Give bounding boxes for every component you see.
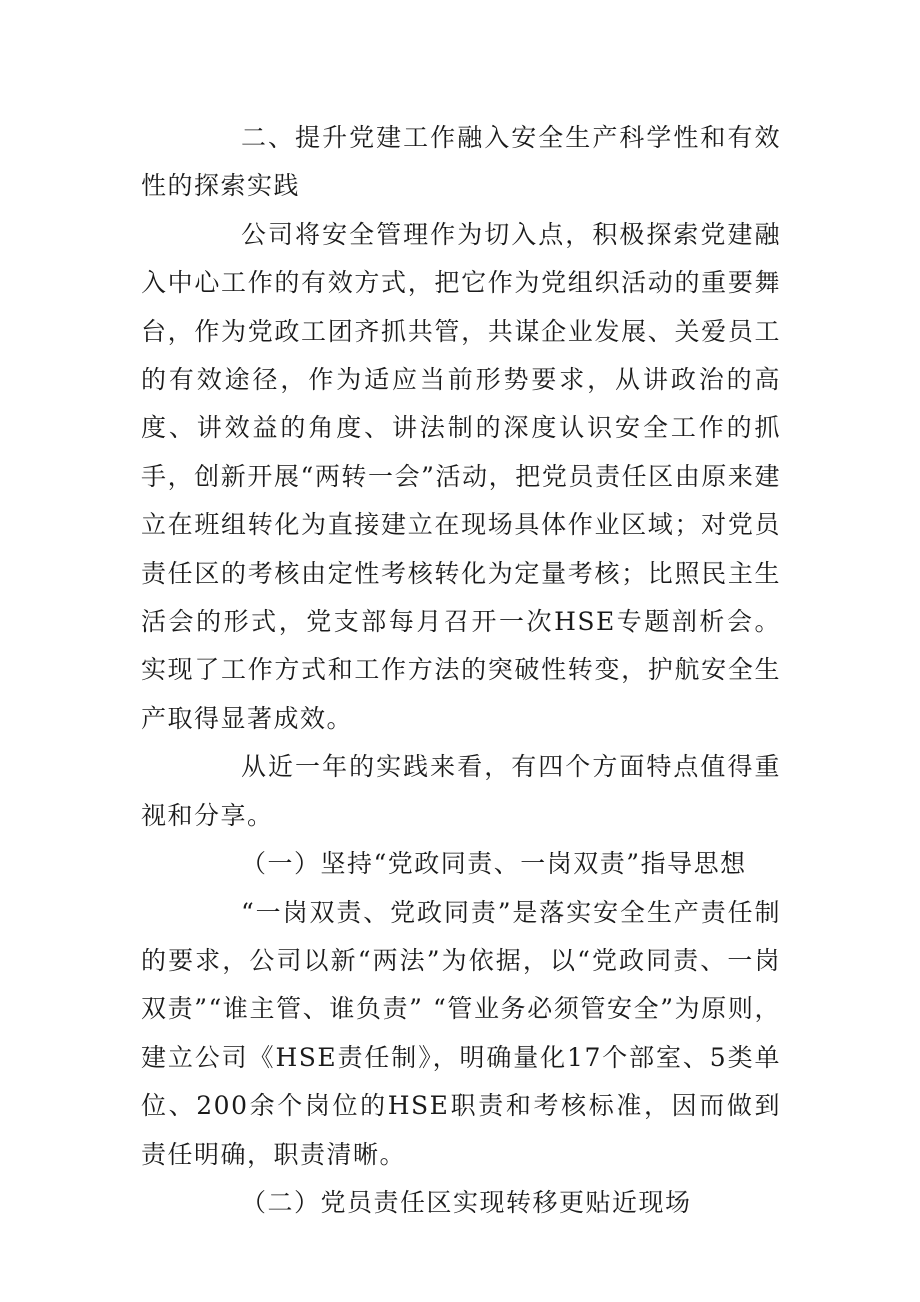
- subsection-heading: （一）坚持“党政同责、一岗双责”指导思想: [241, 849, 747, 879]
- subsection-heading: （二）党员责任区实现转移更贴近现场: [241, 1187, 692, 1217]
- paragraph: 公司将安全管理作为切入点，积极探索党建融入中心工作的有效方式，把它作为党组织活动的重要舞台，作为党政工团齐抓共管，共谋企业发展、关爱员工的有效途径，作为适应当前形势要求，从讲政治的高度、讲效益的角度、讲法制的深度认识安全工作的抓手，创新开展“两转一会”活动，把党员责任区由原来建立在班组转化为直接建立在现场具体作业区域；对党员责任区的考核由定性考核转化为定量考核；比照民主生活会的形式，党支部每月召开一次HSE专题剖析会。实现了工作方式和工作方法的突破性转变，护航安全生产取得显著成效。: [141, 219, 781, 733]
- paragraph: 从近一年的实践来看，有四个方面特点值得重视和分享。: [141, 752, 781, 830]
- section-heading: 二、提升党建工作融入安全生产科学性和有效性的探索实践: [141, 123, 781, 201]
- paragraph: “一岗双责、党政同责”是落实安全生产责任制的要求，公司以新“两法”为依据，以“党政同责、一岗双责”“谁主管、谁负责” “管业务必须管安全”为原则，建立公司《HSE责任制》，明确量化17个部室、5类单位、200余个岗位的HSE职责和考核标准，因而做到责任明确，职责清晰。: [141, 897, 781, 1169]
- document-body: [141, 114, 781, 1227]
